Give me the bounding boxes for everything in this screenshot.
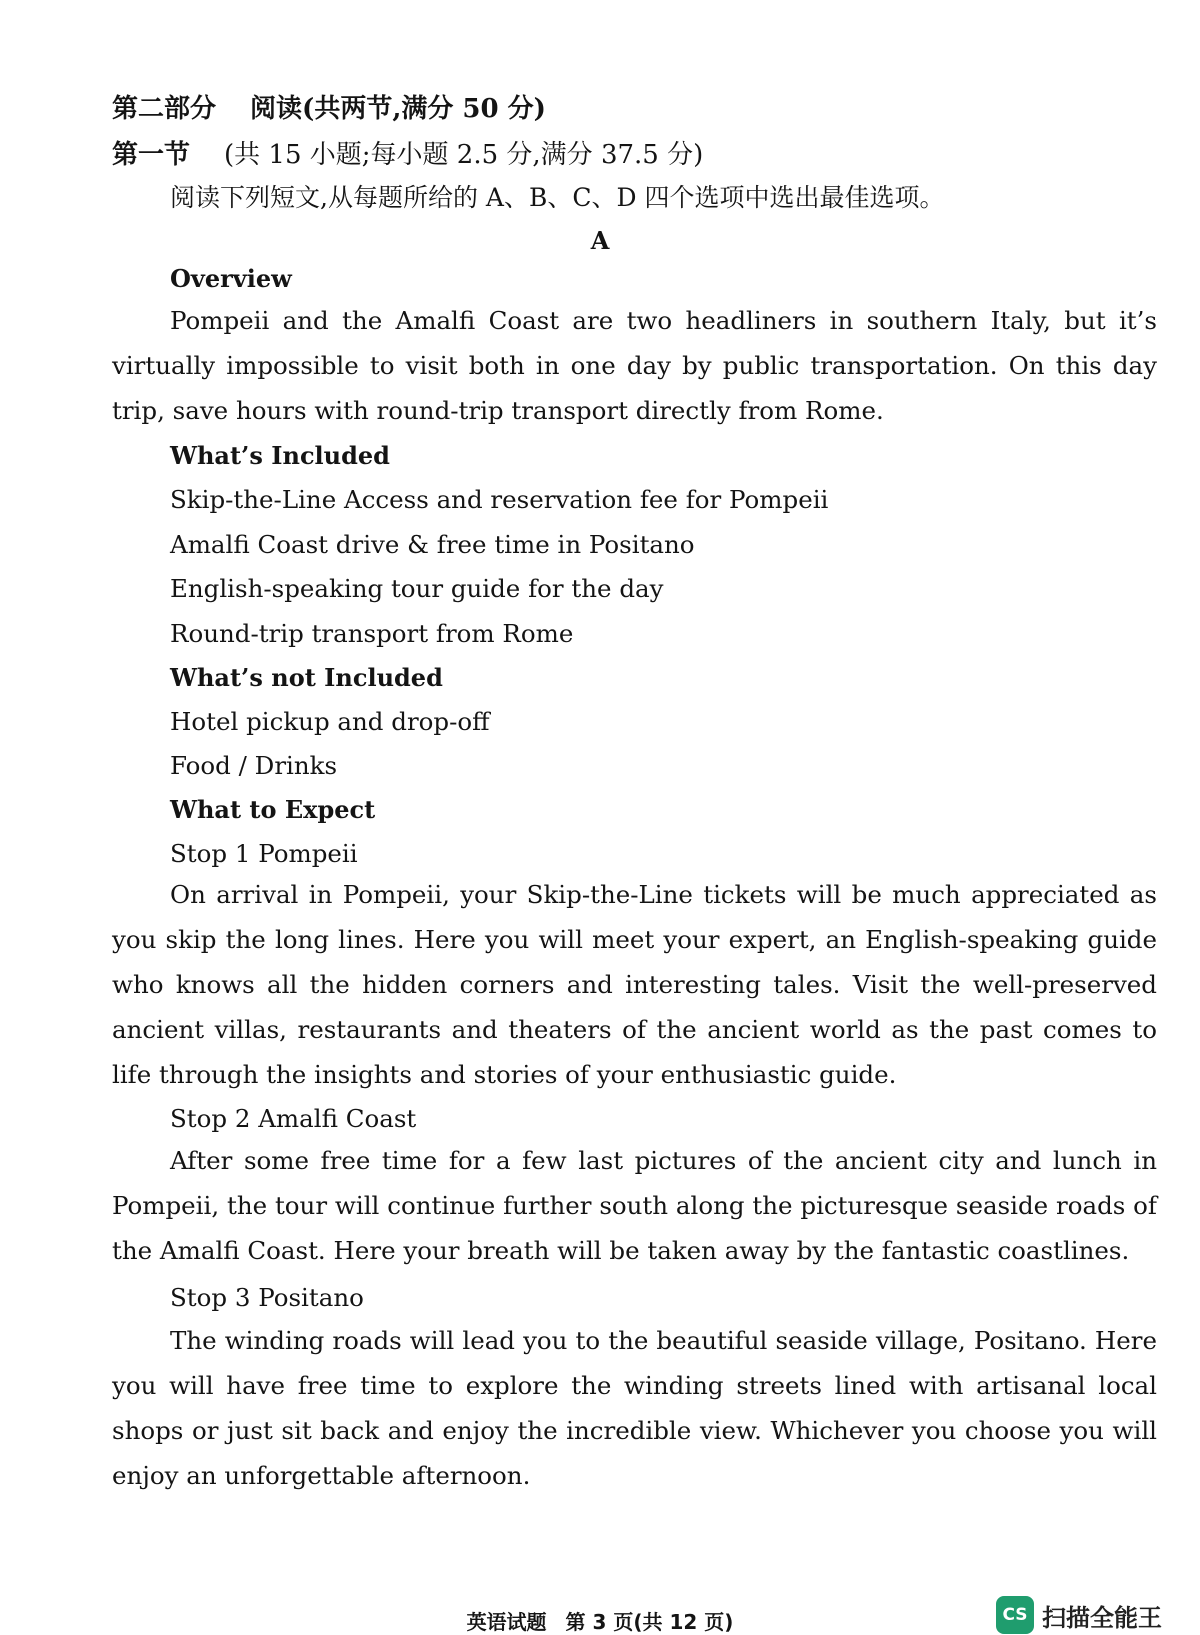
included-item: Skip-the-Line Access and reservation fee for Pompeii — [170, 485, 829, 514]
not-included-item: Food / Drinks — [170, 751, 338, 780]
overview-text: Pompeii and the Amalfi Coast are two headliners in southern Italy, but it’s virtually impossible to visit both in one day by public transportation. On this day trip, save hours with round-trip transport directly from Rome. — [112, 306, 1157, 425]
stop3-title: Stop 3 Positano — [170, 1283, 364, 1312]
stop2-title: Stop 2 Amalfi Coast — [170, 1104, 417, 1133]
included-item: Amalfi Coast drive & free time in Positano — [170, 530, 695, 559]
section-heading — [112, 134, 703, 171]
stop1-title: Stop 1 Pompeii — [170, 839, 358, 868]
passage-label: A — [590, 226, 610, 255]
section-label: 第一节 — [112, 140, 191, 170]
stop3-text: The winding roads will lead you to the beautiful seaside village, Positano. Here you will have free time to explore the winding streets lined with artisanal local shops or just sit back and enjoy the incredible view. Whichever you choose you will enjoy an unforgettable afternoon. — [112, 1326, 1157, 1490]
included-heading: What’s Included — [170, 441, 390, 470]
included-item: Round-trip transport from Rome — [170, 619, 574, 648]
footer-subject: 英语试题 — [466, 1610, 547, 1634]
expect-heading: What to Expect — [170, 795, 376, 824]
part-title: 阅读(共两节,满分 50 分) — [250, 94, 546, 124]
part-heading — [112, 88, 546, 125]
not-included-item: Hotel pickup and drop-off — [170, 707, 490, 736]
footer-page: 第 3 页(共 12 页) — [565, 1610, 734, 1634]
section-desc: (共 15 小题;每小题 2.5 分,满分 37.5 分) — [224, 140, 704, 170]
stop1-text: On arrival in Pompeii, your Skip-the-Line tickets will be much appreciated as you skip the long lines. Here you will meet your expert, an English-speaking guide who knows all the hidden corners and interesting tales. Visit the well-preserved ancient villas, restaurants and theaters of the ancient world as the past comes to life through the insights and stories of your enthusiastic guide. — [112, 880, 1157, 1089]
not-included-heading: What’s not Included — [170, 663, 443, 692]
camscanner-logo-icon: CS — [996, 1596, 1034, 1634]
instruction: 阅读下列短文,从每题所给的 A、B、C、D 四个选项中选出最佳选项。 — [170, 183, 945, 212]
stop2-text: After some free time for a few last pictures of the ancient city and lunch in Pompeii, the tour will continue further south along the picturesque seaside roads of the Amalfi Coast. Here your breath will be taken away by the fantastic coastlines. — [112, 1146, 1157, 1265]
watermark-text: 扫描全能王 — [1042, 1603, 1162, 1632]
included-item: English-speaking tour guide for the day — [170, 574, 664, 603]
part-label: 第二部分 — [112, 94, 217, 124]
scanner-watermark — [996, 1596, 1162, 1634]
overview-heading: Overview — [170, 264, 292, 293]
